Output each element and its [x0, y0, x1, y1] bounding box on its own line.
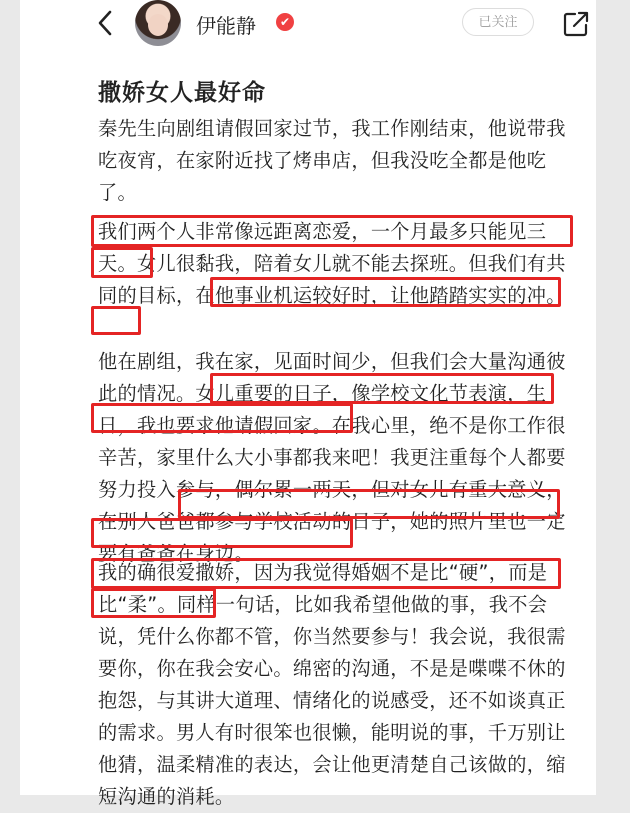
follow-button[interactable]: 已关注 — [462, 8, 534, 36]
share-icon[interactable] — [561, 9, 591, 39]
author-name[interactable]: 伊能静 — [196, 14, 256, 38]
chevron-left-icon[interactable] — [90, 8, 126, 38]
paragraph-3: 他在剧组，我在家，见面时间少，但我们会大量沟通彼此的情况。女儿重要的日子，像学校文化节表演，生日，我也要求他请假回家。在我心里，绝不是你工作很辛苦，家里什么大小事都我来吧！我更注重每个人都要努力投入参与，偶尔累一两天，但对女儿有重大意义，在别人爸爸都参与学校活动的日子，她的照片里也一定要有爸爸在身边。 — [98, 350, 566, 565]
top-bar — [20, 0, 596, 50]
verified-icon: ✔ — [276, 13, 294, 31]
paragraph-2: 我们两个人非常像远距离恋爱，一个月最多只能见三天。女儿很黏我，陪着女儿就不能去探班。但我们有共同的目标，在他事业机运较好时，让他踏踏实实的冲。 — [98, 220, 566, 307]
paragraph-4: 我的确很爱撒娇，因为我觉得婚姻不是比“硬”，而是比“柔”。同样一句话，比如我希望他做的事，我不会说，凭什么你都不管，你当然要参与！我会说，我很需要你，你在我会安心。绵密的沟通，不是是喋喋不休的抱怨，与其讲大道理、情绪化的说感受，还不如谈真正的需求。男人有时很笨也很懒，能明说的事，千万别让他猜，温柔精准的表达，会让他更清楚自己该做的，缩短沟通的消耗。 — [98, 561, 566, 808]
paragraph-1: 秦先生向剧组请假回家过节，我工作刚结束，他说带我吃夜宵，在家附近找了烤串店，但我没吃全都是他吃了。 — [98, 117, 566, 204]
article-card — [20, 0, 596, 808]
article-title: 撒娇女人最好命 — [98, 80, 266, 106]
avatar[interactable] — [135, 0, 181, 46]
